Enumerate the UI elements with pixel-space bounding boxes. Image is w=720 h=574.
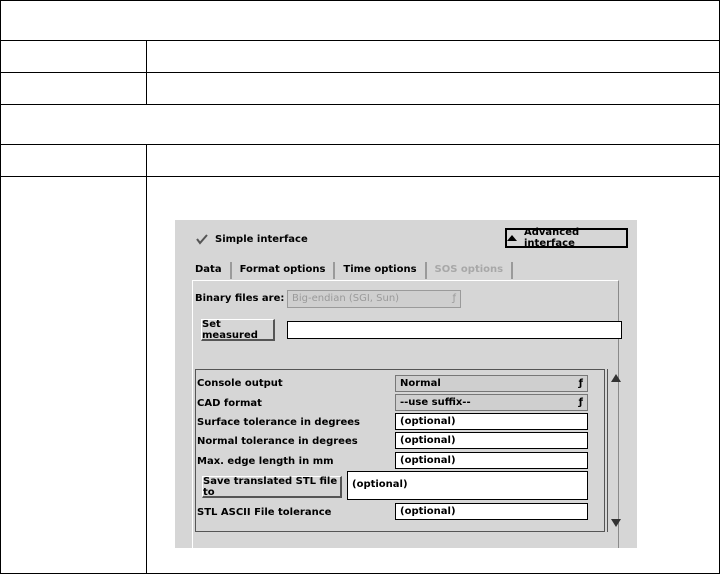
advanced-interface-label: Advanced interface [524, 227, 580, 249]
tab-sos-options: SOS options [427, 262, 514, 279]
max-edge-label: Max. edge length in mm [197, 456, 334, 467]
table-row-divider [0, 176, 720, 177]
normal-tolerance-field[interactable]: (optional) [395, 432, 588, 449]
console-output-label: Console output [197, 378, 283, 389]
scroll-up-icon[interactable] [611, 374, 621, 382]
table-column-divider [146, 40, 147, 104]
scroll-down-icon[interactable] [611, 519, 621, 527]
normal-tolerance-label: Normal tolerance in degrees [197, 436, 358, 447]
console-output-value: Normal [400, 378, 441, 389]
table-border-top [0, 0, 720, 1]
max-edge-field[interactable]: (optional) [395, 452, 588, 469]
measured-field[interactable] [287, 321, 622, 339]
table-row-divider [0, 72, 720, 73]
options-scrollbar[interactable] [607, 369, 623, 532]
options-dialog [175, 220, 637, 548]
binary-files-value: Big-endian (SGI, Sun) [292, 293, 400, 304]
table-row-divider [0, 104, 720, 105]
table-row-divider [0, 144, 720, 145]
dropdown-arrow-icon: ƒ [578, 397, 583, 408]
stl-ascii-label: STL ASCII File tolerance [197, 507, 332, 518]
table-column-divider [146, 144, 147, 574]
caret-up-icon [507, 235, 517, 241]
tab-format-options[interactable]: Format options [232, 262, 336, 279]
surface-tolerance-label: Surface tolerance in degrees [197, 417, 360, 428]
advanced-interface-button[interactable] [505, 228, 628, 248]
tab-data[interactable]: Data [193, 262, 232, 279]
save-stl-button[interactable]: Save translated STL file to [202, 476, 342, 498]
tab-time-options[interactable]: Time options [335, 262, 426, 279]
cad-format-select[interactable] [395, 394, 588, 411]
binary-files-select [287, 290, 461, 308]
check-icon [195, 232, 209, 246]
binary-files-label: Binary files are: [195, 293, 285, 304]
set-measured-button[interactable]: Set measured [201, 319, 275, 341]
save-stl-field[interactable]: (optional) [347, 471, 588, 500]
dropdown-arrow-icon: ƒ [452, 293, 456, 304]
simple-interface-label: Simple interface [215, 233, 308, 245]
surface-tolerance-field[interactable]: (optional) [395, 413, 588, 430]
console-output-select[interactable] [395, 375, 588, 392]
cad-format-label: CAD format [197, 398, 262, 409]
tab-bar [193, 262, 513, 279]
table-row-divider [0, 40, 720, 41]
simple-interface-option[interactable] [195, 232, 308, 246]
stl-ascii-field[interactable]: (optional) [395, 503, 588, 520]
table-border-left [0, 0, 1, 574]
dropdown-arrow-icon: ƒ [578, 378, 583, 389]
cad-format-value: --use suffix-- [400, 397, 471, 408]
